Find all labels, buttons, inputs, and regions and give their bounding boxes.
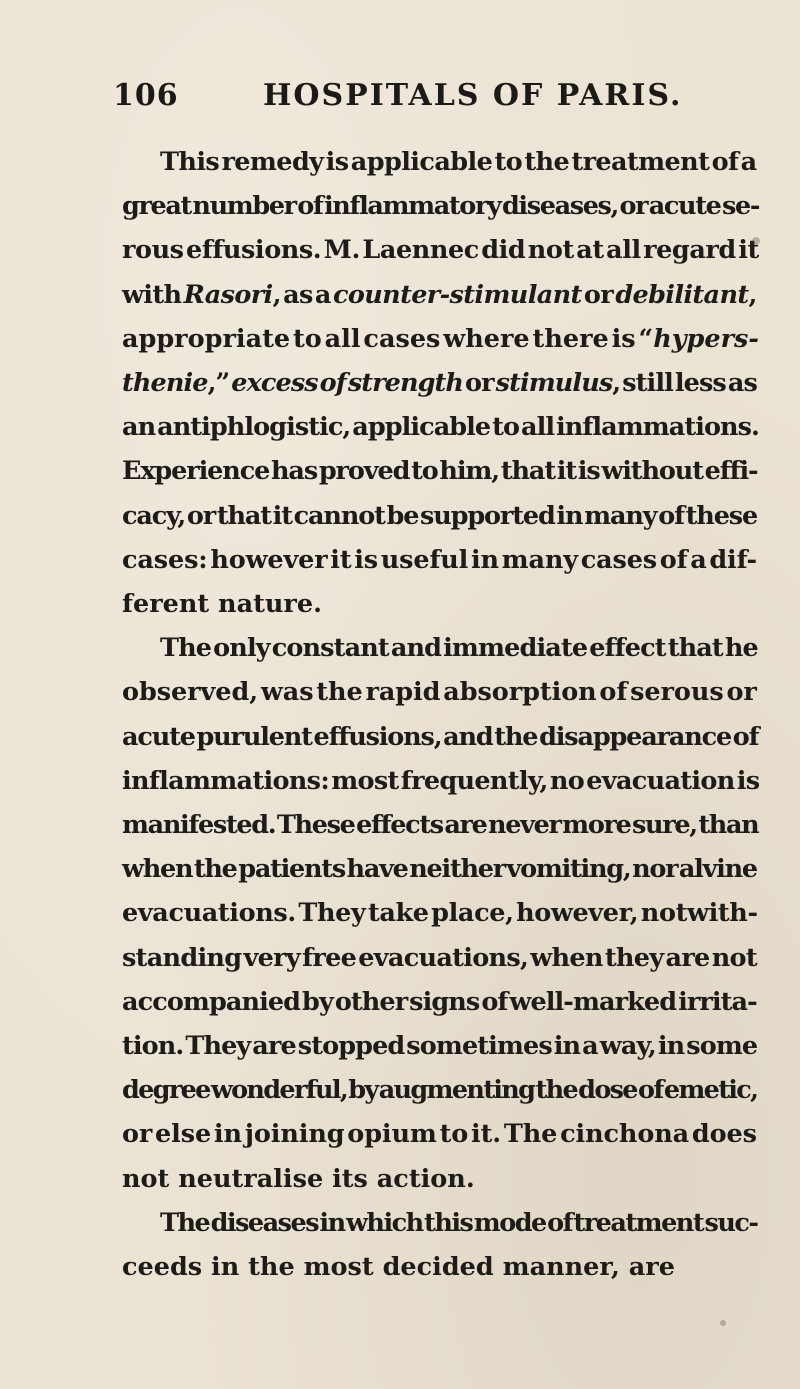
- text-line: [122, 228, 759, 272]
- text-run: evacuations. They take place, however, notwith-: [122, 898, 758, 929]
- text-line: [122, 538, 757, 582]
- text-run: with: [122, 279, 184, 310]
- text-run: acute purulent effusions, and the disappearance of: [122, 721, 759, 752]
- italic-text: Rasori: [183, 279, 273, 310]
- text-run: observed, was the rapid absorption of serous or: [122, 677, 757, 708]
- text-run: not neutralise its action.: [122, 1163, 475, 1194]
- text-run: The diseases in which this mode of treatment suc-: [160, 1207, 758, 1238]
- text-run: or: [463, 368, 496, 398]
- text-run: tion. They are stopped sometimes in a way, in some: [122, 1031, 758, 1061]
- text-line: [122, 980, 757, 1024]
- running-head: [113, 78, 733, 118]
- text-line: [122, 582, 322, 626]
- text-run: appropriate to all cases where there is “: [122, 323, 654, 354]
- text-run: Experience has proved to him, that it is without effi-: [122, 456, 758, 487]
- italic-text: hypers-: [653, 323, 759, 354]
- text-line: [122, 449, 758, 493]
- text-run: The only constant and immediate effect that he: [160, 633, 758, 664]
- text-run: , as a: [272, 279, 334, 310]
- text-line: [122, 1024, 757, 1068]
- text-run: cases: however it is useful in many cases of a dif-: [122, 544, 757, 575]
- text-run: rous effusions. M. Laennec did not at all regard it: [122, 235, 759, 266]
- text-line: [122, 803, 758, 847]
- text-run: degree wonderful, by augmenting the dose of emetic,: [122, 1075, 758, 1106]
- text-line: [122, 715, 758, 759]
- text-line: [122, 405, 759, 449]
- text-run: ,”: [207, 368, 232, 398]
- italic-text: excess of strength: [231, 368, 464, 398]
- text-line: [160, 140, 757, 184]
- text-line: [122, 361, 757, 405]
- text-run: or else in joining opium to it. The cinchona does: [122, 1119, 757, 1150]
- text-line: [122, 759, 759, 803]
- text-run: cacy, or that it cannot be supported in many of these: [122, 500, 758, 531]
- text-run: accompanied by other signs of well-marked irrita-: [122, 986, 757, 1017]
- text-run: great number of inflammatory diseases, or acute se-: [122, 191, 760, 222]
- text-line: [122, 847, 757, 891]
- text-run: inflammations: most frequently, no evacuation is: [122, 765, 760, 796]
- text-line: [122, 184, 759, 228]
- text-line: [122, 1157, 475, 1201]
- running-title: HOSPITALS OF PARIS.: [263, 78, 683, 113]
- text-run: ,: [748, 279, 757, 310]
- italic-text: thenie: [122, 368, 208, 398]
- text-line: [122, 317, 759, 361]
- text-line: [122, 1112, 757, 1156]
- text-line: [122, 936, 757, 980]
- text-line: [122, 1245, 675, 1289]
- text-line: [122, 891, 758, 935]
- text-run: manifested. These effects are never more sure, than: [122, 810, 759, 840]
- text-line: [122, 273, 757, 317]
- text-line: [122, 670, 757, 714]
- text-run: ferent nature.: [122, 589, 322, 619]
- text-run: an antiphlogistic, applicable to all inflammations.: [122, 412, 759, 443]
- text-line: [160, 1201, 757, 1245]
- italic-text: debilitant: [615, 279, 749, 310]
- page-blemish: [752, 237, 760, 245]
- italic-text: stimulus: [495, 368, 613, 398]
- text-run: standing very free evacuations, when they are not: [122, 942, 757, 973]
- italic-text: counter-stimulant: [333, 279, 582, 310]
- page-number: 106: [113, 78, 179, 113]
- text-run: This remedy is applicable to the treatment of a: [160, 147, 757, 177]
- text-line: [122, 494, 757, 538]
- text-run: or: [581, 279, 616, 310]
- text-line: [160, 626, 758, 670]
- text-run: , still less as: [612, 368, 757, 398]
- text-line: [122, 1068, 757, 1112]
- text-run: ceeds in the most decided manner, are: [122, 1252, 675, 1282]
- page-blemish: [720, 1320, 726, 1326]
- text-run: when the patients have neither vomiting, nor alvine: [122, 854, 757, 885]
